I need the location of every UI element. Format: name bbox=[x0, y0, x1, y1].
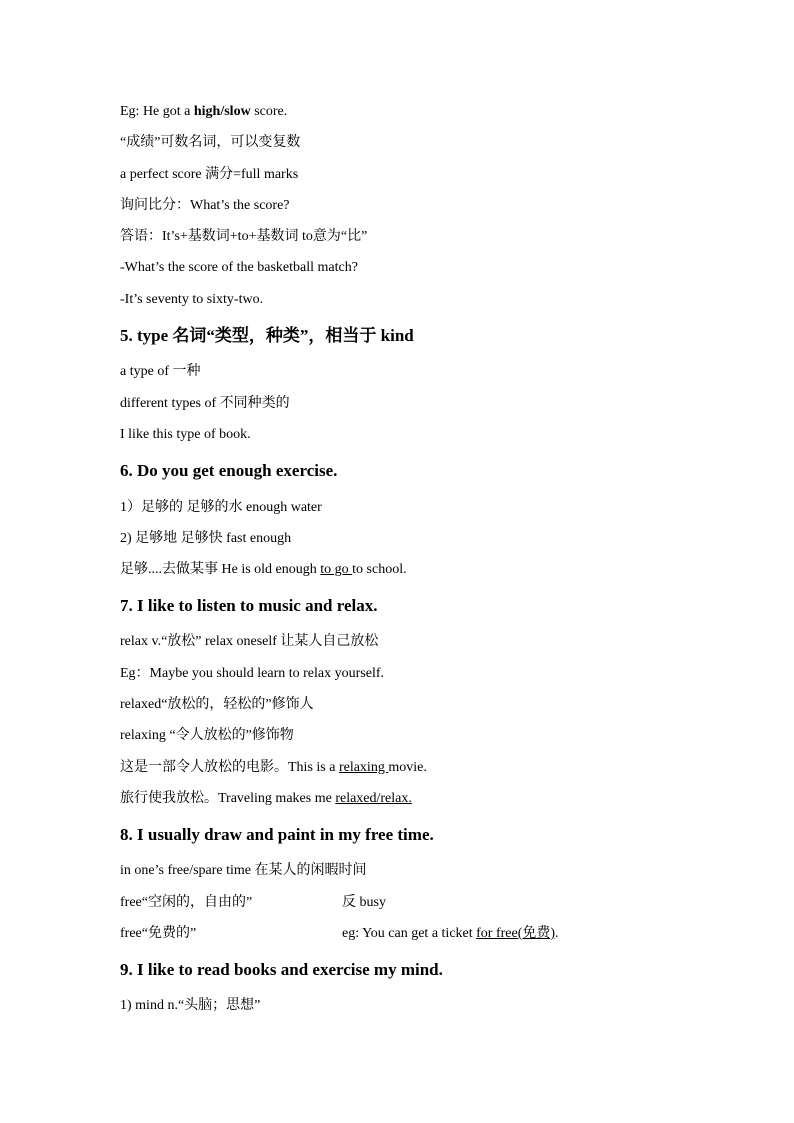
text: free“免费的” bbox=[120, 926, 197, 941]
heading-text: 5. type bbox=[120, 326, 173, 345]
note-line: 1) mind n.“头脑；思想” bbox=[120, 998, 261, 1013]
text: to school. bbox=[352, 562, 407, 577]
text: 足够....去做某事 He is old enough bbox=[120, 562, 321, 577]
section-heading-6 bbox=[120, 461, 337, 481]
underlined-answer: relaxing bbox=[338, 760, 389, 775]
example-line-right bbox=[342, 925, 559, 943]
heading-text: kind bbox=[376, 326, 414, 345]
note-line: I like this type of book. bbox=[120, 427, 251, 442]
note-line bbox=[120, 894, 252, 912]
example-line bbox=[120, 790, 412, 808]
example-line bbox=[120, 561, 407, 579]
section-heading-9: 9. I like to read books and exercise my mind. bbox=[120, 960, 443, 979]
note-line-right: 反 busy bbox=[342, 895, 386, 910]
bold-text: high/slow bbox=[193, 104, 251, 119]
note-line: 询问比分：What’s the score? bbox=[120, 198, 290, 213]
note-line: 1）足够的 足够的水 enough water bbox=[120, 500, 322, 515]
text: 这是一部令人放松的电影。This is a bbox=[120, 760, 339, 775]
text: free“空闲的，自由的” bbox=[120, 895, 253, 910]
note-line: “成绩”可数名词，可以变复数 bbox=[120, 135, 301, 150]
heading-bold-text: enough bbox=[218, 461, 272, 480]
note-line: a perfect score 满分=full marks bbox=[120, 167, 299, 182]
text: eg: You can get a ticket bbox=[342, 926, 477, 941]
example-line bbox=[120, 759, 427, 777]
text: 旅行使我放松。Traveling makes me bbox=[120, 791, 336, 806]
text: . bbox=[555, 926, 559, 941]
section-heading-8: 8. I usually draw and paint in my free time. bbox=[120, 825, 434, 844]
note-line: different types of 不同种类的 bbox=[120, 396, 290, 411]
note-line: relax v.“放松” relax oneself 让某人自己放松 bbox=[120, 634, 379, 649]
heading-text: exercise. bbox=[271, 461, 338, 480]
underlined-answer: relaxed/relax. bbox=[335, 791, 412, 806]
section-heading-5 bbox=[120, 326, 414, 346]
note-line: 2) 足够地 足够快 fast enough bbox=[120, 531, 292, 546]
note-line: -It’s seventy to sixty-two. bbox=[120, 292, 264, 307]
underlined-answer: for free(免费) bbox=[476, 926, 556, 941]
note-line: relaxed“放松的，轻松的”修饰人 bbox=[120, 697, 314, 712]
note-line bbox=[120, 925, 196, 943]
text: score. bbox=[250, 104, 288, 119]
text: movie. bbox=[388, 760, 427, 775]
note-line: Eg：Maybe you should learn to relax yourself. bbox=[120, 666, 384, 681]
note-line: in one’s free/spare time 在某人的闲暇时间 bbox=[120, 863, 367, 878]
example-line bbox=[120, 103, 287, 121]
underlined-answer: to go bbox=[320, 562, 353, 577]
note-line: relaxing “令人放松的”修饰物 bbox=[120, 728, 294, 743]
heading-text: 6. Do you get bbox=[120, 461, 219, 480]
note-line: 答语：It’s+基数词+to+基数词 to意为“比” bbox=[120, 229, 368, 244]
text: Eg: He got a bbox=[120, 104, 194, 119]
section-heading-7: 7. I like to listen to music and relax. bbox=[120, 596, 378, 615]
note-line: a type of 一种 bbox=[120, 364, 201, 379]
heading-text: 名词“类型，种类”，相当于 bbox=[172, 326, 377, 345]
note-line: -What’s the score of the basketball match? bbox=[120, 260, 358, 275]
